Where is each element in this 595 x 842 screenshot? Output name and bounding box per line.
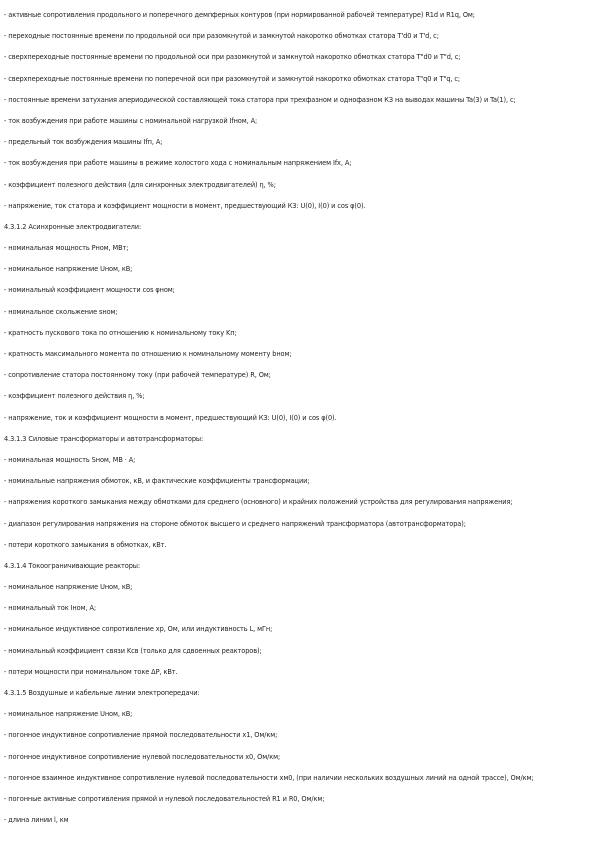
list-item: - номинальный коэффициент мощности cos φном; [4, 286, 175, 295]
list-item: - номинальные напряжения обмоток, кВ, и фактические коэффициенты трансформации; [4, 477, 310, 486]
list-item: - диапазон регулирования напряжения на стороне обмоток высшего и среднего напряжений трансформатора (автотрансформатора); [4, 519, 466, 528]
list-item: - кратность пускового тока по отношению к номинальному току Kп; [4, 328, 237, 337]
list-item: - номинальная мощность Sном, МВ · А; [4, 455, 136, 464]
list-item: - погонные активные сопротивления прямой и нулевой последовательностей R1 и R0, Ом/км; [4, 794, 325, 803]
list-item: - номинальное напряжение Uном, кВ; [4, 710, 133, 719]
section-heading: 4.3.1.2 Асинхронные электродвигатели: [4, 222, 142, 231]
list-item: - погонное индуктивное сопротивление прямой последовательности x1, Ом/км; [4, 731, 278, 740]
list-item: - ток возбуждения при работе машины с номинальной нагрузкой Ifном, А; [4, 116, 258, 125]
list-item: - номинальная мощность Pном, МВт; [4, 244, 129, 253]
section-heading: 4.3.1.5 Воздушные и кабельные линии электропередачи: [4, 689, 200, 697]
list-item: - номинальный коэффициент связи Kсв (только для сдвоенных реакторов); [4, 646, 262, 655]
list-item: - напряжение, ток и коэффициент мощности в момент, предшествующий КЗ: U(0), I(0) и cos φ(0). [4, 413, 337, 422]
list-item: - напряжение, ток статора и коэффициент мощности в момент, предшествующий КЗ: U(0), I(0) и cos φ(0). [4, 201, 366, 210]
list-item: - активные сопротивления продольного и поперечного демпферных контуров (при нормированной рабочей температуре) R1d и R1q, Ом; [4, 11, 475, 19]
list-item: - сверхпереходные постоянные времени по поперечной оси при разомкнутой и замкнутой накоротко обмотках статора T"q0 и T"q, с; [4, 74, 461, 83]
list-item: - постоянные времени затухания апериодической составляющей тока статора при трехфазном и однофазном КЗ на выводах машины Ta(3) и Ta(1), с; [4, 95, 516, 104]
section-heading: 4.3.1.3 Силовые трансформаторы и автотрансформаторы: [4, 434, 204, 443]
list-item: - потери короткого замыкания в обмотках, кВт. [4, 540, 167, 549]
list-item: - длина линии l, км [4, 816, 69, 825]
list-item: - номинальное напряжение Uном, кВ; [4, 265, 133, 274]
list-item: - погонное индуктивное сопротивление нулевой последовательности x0, Ом/км; [4, 752, 281, 761]
list-item: - номинальное скольжение sном; [4, 307, 118, 316]
list-item: - предельный ток возбуждения машины Ifп, А; [4, 138, 163, 147]
list-item: - напряжения короткого замыкания между обмотками для среднего (основного) и крайних положений устройства для регулирования напряжения; [4, 498, 513, 507]
list-item: - номинальное напряжение Uном, кВ; [4, 583, 133, 592]
list-item: - ток возбуждения при работе машины в режиме холостого хода с номинальным напряжением Ifх, А; [4, 159, 352, 168]
list-item: - номинальный ток Iном, А; [4, 604, 96, 613]
list-item: - сверхпереходные постоянные времени по продольной оси при разомкнутой и замкнутой накоротко обмотках статора T"d0 и T"d, с; [4, 53, 461, 62]
list-item: - кратность максимального момента по отношению к номинальному моменту bном; [4, 350, 292, 358]
list-item: - погонное взаимное индуктивное сопротивление нулевой последовательности xм0, (при наличии нескольких воздушных линий на одной трассе), Ом/км; [4, 773, 534, 782]
list-item: - потери мощности при номинальном токе ΔP, кВт. [4, 667, 178, 676]
list-item: - коэффициент полезного действия (для синхронных электродвигателей) η, %; [4, 180, 276, 189]
section-heading: 4.3.1.4 Токоограничивающие реакторы: [4, 561, 141, 570]
list-item: - номинальное индуктивное сопротивление xр, Ом, или индуктивность L, мГн; [4, 625, 273, 634]
list-item: - переходные постоянные времени по продольной оси при разомкнутой и замкнутой накоротко обмотках статора T'd0 и T'd, с; [4, 32, 439, 41]
list-item: - коэффициент полезного действия η, %; [4, 392, 145, 401]
list-item: - сопротивление статора постоянному току (при рабочей температуре) R, Ом; [4, 371, 271, 380]
